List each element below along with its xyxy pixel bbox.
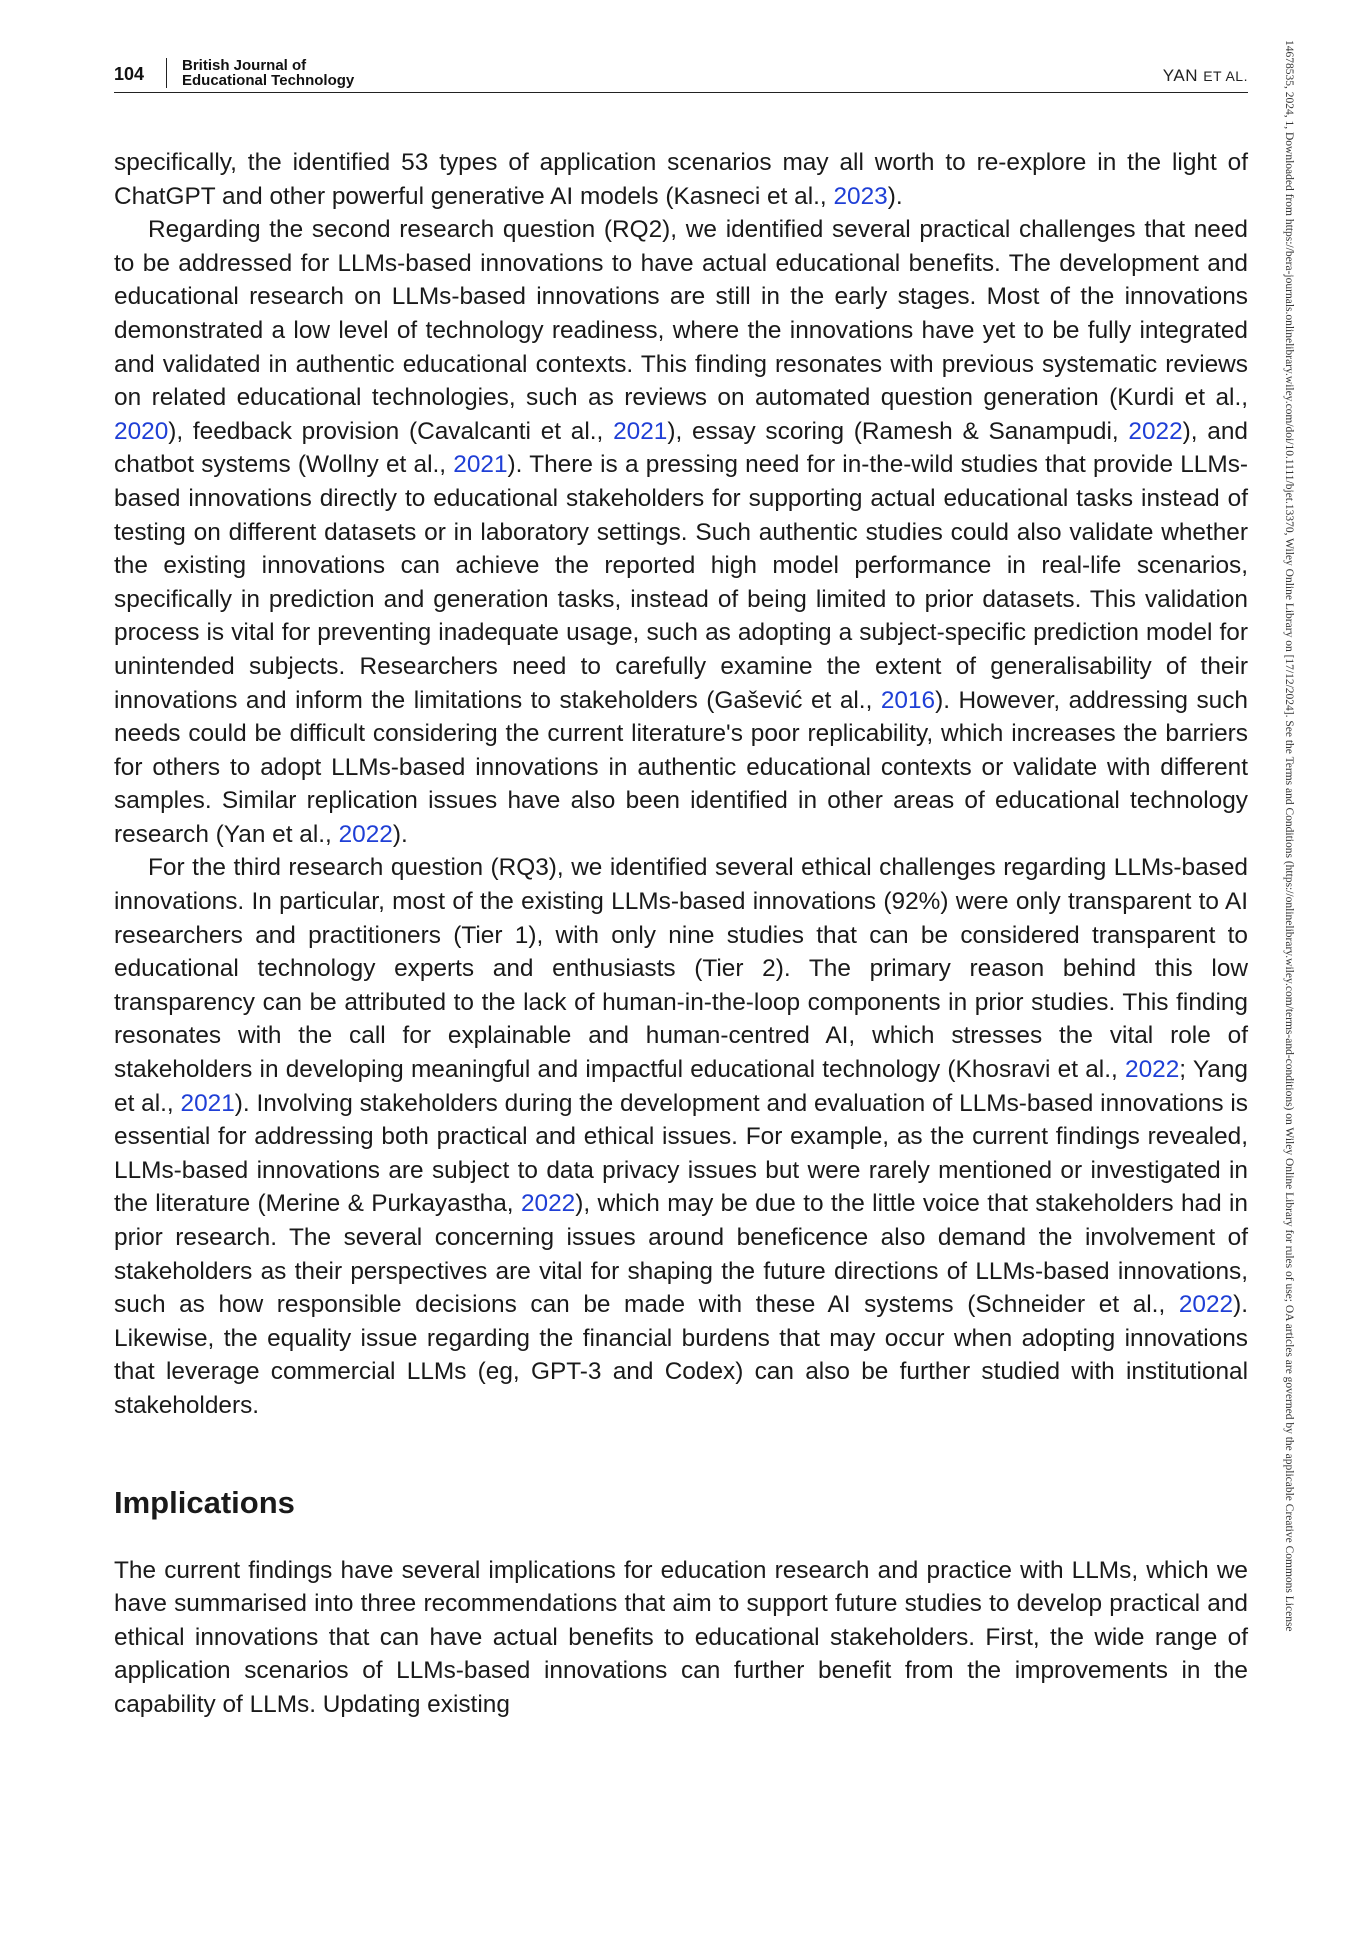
citation-link[interactable]: 2022 (338, 820, 393, 848)
journal-title (182, 58, 354, 88)
citation-link[interactable]: 2021 (180, 1089, 235, 1117)
citation-link[interactable]: 2021 (613, 417, 668, 445)
citation-link[interactable]: 2022 (1128, 417, 1183, 445)
journal-title-line1: British Journal of (182, 57, 307, 74)
page-number: 104 (114, 64, 145, 84)
header-divider (166, 58, 167, 88)
authors-main: YAN (1162, 66, 1198, 85)
article-body (114, 146, 1248, 1722)
paragraph-1: specifically, the identified 53 types of application scenarios may all worth to re-explore in the light of ChatGPT and other powerful generative AI models (Kasneci et al., 2023). (114, 149, 1248, 210)
citation-link[interactable]: 2023 (833, 182, 888, 210)
citation-link[interactable]: 2022 (1178, 1291, 1234, 1319)
citation-link[interactable]: 2021 (453, 451, 508, 479)
running-authors (1163, 66, 1248, 86)
citation-link[interactable]: 2020 (114, 417, 169, 445)
authors-suffix: ET AL. (1203, 68, 1248, 84)
paragraph-3: For the third research question (RQ3), we identified several ethical challenges regarding LLMs-based innovations. In particular, most of the existing LLMs-based innovations (92%) were only transparent to AI researchers and practitioners (Tier 1), with only nine studies that can be considered transparent to educational technology experts and enthusiasts (Tier 2). The primary reason behind this low transparency can be attributed to the lack of human-in-the-loop components in prior studies. This finding resonates with the call for explainable and human-centred AI, which stresses the vital role of stakeholders in developing meaningful and impactful educational technology (Khosravi et al., 2022; Yang et al., 2021). Involving stakeholders during the development and evaluation of LLMs-based innovations is essential for addressing both practical and ethical issues. For example, as the current findings revealed, LLMs-based innovations are subject to data privacy issues but were rarely mentioned or investigated in the literature (Merine & Purkayastha, 2022), which may be due to the little voice that stakeholders had in prior research. The several concerning issues around beneficence also demand the involvement of stakeholders as their perspectives are vital for shaping the future directions of LLMs-based innovations, such as how responsible decisions can be made with these AI systems (Schneider et al., 2022). Likewise, the equality issue regarding the financial burdens that may occur when adopting innovations that leverage commercial LLMs (eg, GPT-3 and Codex) can also be further studied with institutional stakeholders. (114, 854, 1248, 1419)
citation-link[interactable]: 2016 (880, 686, 936, 714)
running-header (114, 58, 1248, 93)
section-heading-implications: Implications (114, 1484, 295, 1520)
citation-link[interactable]: 2022 (520, 1190, 576, 1218)
paragraph-4: The current findings have several implications for education research and practice with LLMs, which we have summarised into three recommendations that aim to support future studies to develop practical and ethical innovations that can have actual benefits to educational stakeholders. First, the wide range of application scenarios of LLMs-based innovations can further benefit from the improvements in the capability of LLMs. Updating existing (114, 1556, 1248, 1718)
citation-link[interactable]: 2022 (1125, 1056, 1180, 1084)
paragraph-2: Regarding the second research question (RQ2), we identified several practical challenges that need to be addressed for LLMs-based innovations to have actual educational benefits. The development and educational research on LLMs-based innovations are still in the early stages. Most of the innovations demonstrated a low level of technology readiness, where the innovations have yet to be fully integrated and validated in authentic educational contexts. This finding resonates with previous systematic reviews on related educational technologies, such as reviews on automated question generation (Kurdi et al., 2020), feedback provision (Cavalcanti et al., 2021), essay scoring (Ramesh & Sanampudi, 2022), and chatbot systems (Wollny et al., 2021). There is a pressing need for in-the-wild studies that provide LLMs-based innovations directly to educational stakeholders for supporting actual educational tasks instead of testing on different datasets or in laboratory settings. Such authentic studies could also validate whether the existing innovations can achieve the reported high model performance in real-life scenarios, specifically in prediction and generation tasks, instead of being limited to prior datasets. This validation process is vital for preventing inadequate usage, such as adopting a subject-specific prediction model for unintended subjects. Researchers need to carefully examine the extent of generalisability of their innovations and inform the limitations to stakeholders (Gašević et al., 2016). However, addressing such needs could be difficult considering the current literature's poor replicability, which increases the barriers for others to adopt LLMs-based innovations in authentic educational contexts or validate with different samples. Similar replication issues have also been identified in other areas of educational technology research (Yan et al., 2022). (114, 216, 1249, 848)
journal-title-line2: Educational Technology (182, 72, 355, 89)
download-notice: 14678535, 2024, 1, Downloaded from https://bera-journals.onlinelibrary.wiley.com/doi/10.1111/bjet.13370, Wiley Online Library on [17/12/2024]. See the Terms and Conditions (https://onlinelibrary.wiley.com/terms-and-conditions) on Wiley Online Library for rules of use; OA articles are governed by the applicable Creative Commons License (1283, 40, 1295, 1632)
